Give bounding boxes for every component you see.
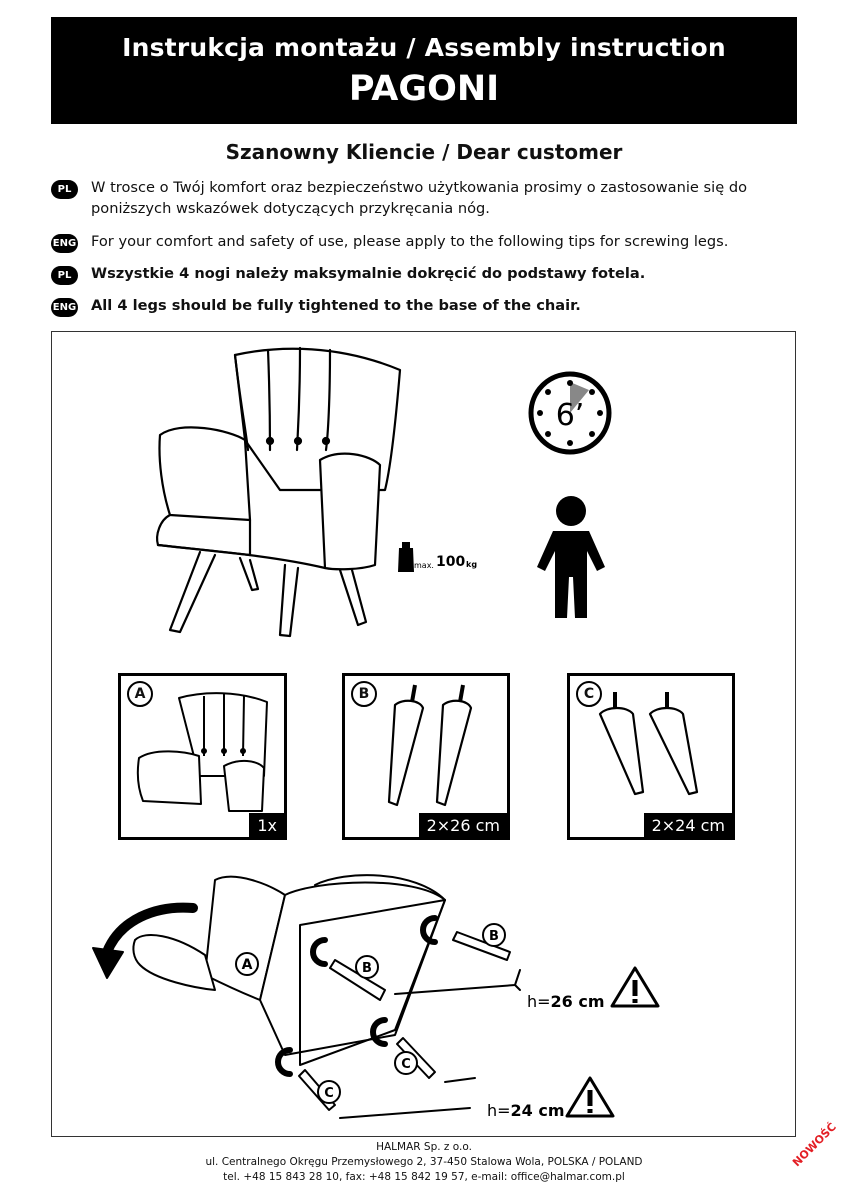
- page-title: Instrukcja montażu / Assembly instruction: [122, 33, 726, 62]
- qty-label: 2×24 cm: [644, 813, 732, 837]
- note-text: Wszystkie 4 nogi należy maksymalnie dokręcić do podstawy fotela.: [91, 265, 646, 282]
- h24-prefix: h=: [487, 1101, 511, 1120]
- weight-value: 100: [436, 554, 466, 570]
- part-box-b: [342, 673, 510, 840]
- person-icon: [535, 495, 607, 620]
- new-stamp: NOWOŚĆ: [790, 1120, 839, 1170]
- qty-label: 2×26 cm: [419, 813, 507, 837]
- company-contact: tel. +48 15 843 28 10, fax: +48 15 842 19 57, e-mail: office@halmar.com.pl: [223, 1171, 625, 1183]
- diagram-part-a: A: [241, 957, 253, 973]
- note-text: For your comfort and safety of use, please apply to the following tips for screwing legs.: [91, 233, 729, 250]
- note-text: W trosce o Twój komfort oraz bezpieczeństwo użytkowania prosimy o zastosowanie się do poniższych wskazówek dotyczących przykręcania nóg.: [91, 179, 748, 217]
- lang-badge-eng: ENG: [51, 234, 78, 253]
- weight-icon: [398, 542, 488, 574]
- lang-badge-eng: ENG: [51, 298, 78, 317]
- time-label: 6’: [555, 398, 585, 433]
- leg-b-icon: [375, 680, 485, 810]
- header-banner: [51, 17, 797, 124]
- greeting: Szanowny Kliencie / Dear customer: [225, 140, 623, 164]
- leg-c-icon: [595, 684, 715, 804]
- weight-unit: kg: [466, 560, 478, 569]
- lang-badge-pl: PL: [51, 266, 78, 285]
- part-box-a: [118, 673, 287, 840]
- part-letter: C: [576, 681, 602, 707]
- part-box-c: [567, 673, 735, 840]
- svg-text:h=26 cm: [527, 992, 605, 1011]
- h26-value: 26 cm: [550, 992, 605, 1011]
- diagram-part-c: C: [401, 1057, 411, 1072]
- note-text: All 4 legs should be fully tightened to the base of the chair.: [91, 297, 581, 314]
- assembly-diagram: [85, 860, 705, 1130]
- product-name: PAGONI: [348, 69, 500, 109]
- diagram-part-b: B: [362, 961, 372, 976]
- svg-text:h=24 cm: [487, 1101, 565, 1120]
- clock-icon: [527, 370, 613, 456]
- diagram-part-b: B: [489, 929, 499, 944]
- h24-value: 24 cm: [510, 1101, 565, 1120]
- company-address: ul. Centralnego Okręgu Przemysłowego 2, 37-450 Stalowa Wola, POLSKA / POLAND: [205, 1156, 643, 1168]
- armchair-illustration: [140, 340, 410, 640]
- footer: [0, 1140, 848, 1185]
- part-letter: B: [351, 681, 377, 707]
- h26-prefix: h=: [527, 992, 551, 1011]
- lang-badge-pl: PL: [51, 180, 78, 199]
- diagram-part-c: C: [324, 1086, 334, 1101]
- part-letter: A: [127, 681, 153, 707]
- company-name: HALMAR Sp. z o.o.: [376, 1141, 472, 1153]
- qty-label: 1x: [249, 813, 284, 837]
- weight-prefix: max.: [414, 561, 434, 570]
- armchair-part-icon: [129, 686, 279, 816]
